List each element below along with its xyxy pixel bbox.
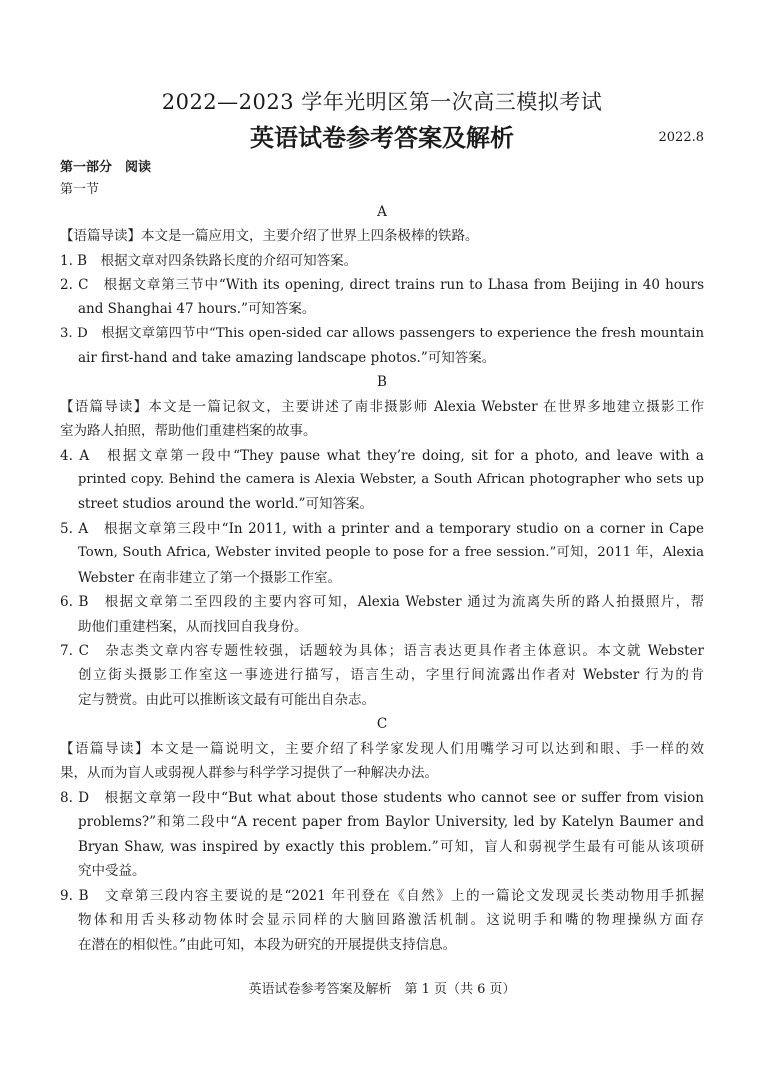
answer-4-line-2: printed copy. Behind the camera is Alexia Webster, a South African photographer who sets up	[78, 472, 704, 487]
passage-b-label: B	[377, 374, 387, 390]
passage-c-intro-line-1: 【语篇导读】本文是一篇说明文，主要介绍了科学家发现人们用嘴学习可以达到和眼、手一样的效	[60, 741, 704, 757]
part-heading: 第一部分 阅读	[60, 160, 152, 175]
passage-c-label: C	[376, 716, 388, 732]
passage-c-intro-line-2: 果，从而为盲人或弱视人群参与科学学习提供了一种解决办法。	[60, 765, 438, 781]
passage-a-intro: 【语篇导读】本文是一篇应用文，主要介绍了世界上四条极棒的铁路。	[60, 228, 479, 244]
passage-b-intro-line-2: 室为路人拍照，帮助他们重建档案的故事。	[60, 423, 317, 439]
answer-5-line-2: Town, South Africa, Webster invited people to pose for a free session.”可知，2011 年，Alexia	[78, 545, 704, 560]
page-footer: 英语试卷参考答案及解析 第 1 页（共 6 页）	[248, 982, 516, 997]
answer-3-line-2: air first-hand and take amazing landscape photos.”可知答案。	[78, 350, 496, 366]
passage-a-label: A	[377, 204, 387, 220]
answer-9-line-1: 9. B 文章第三段内容主要说的是“2021 年刊登在《自然》上的一篇论文发现灵长类动物用手抓握	[60, 888, 704, 904]
answer-4-line-1: 4. A 根据文章第一段中“They pause what they’re doing, sit for a photo, and leave with a	[60, 448, 704, 464]
passage-b-intro-line-1: 【语篇导读】本文是一篇记叙文，主要讲述了南非摄影师 Alexia Webster 在世界多地建立摄影工作	[60, 399, 704, 415]
answer-5-line-3: Webster 在南非建立了第一个摄影工作室。	[78, 570, 341, 586]
document-date: 2022.8	[658, 130, 704, 145]
answer-8-line-2: problems?”和第二段中“A recent paper from Baylor University, led by Katelyn Baumer and	[78, 814, 704, 830]
answer-7-line-1: 7. C 杂志类文章内容专题性较强，话题较为具体；语言表达更具作者主体意识。本文就 Webster	[60, 643, 704, 659]
answer-8-line-3: Bryan Shaw, was inspired by exactly this problem.”可知，盲人和弱视学生最有可能从该项研	[78, 839, 704, 855]
answer-6-line-1: 6. B 根据文章第二至四段的主要内容可知，Alexia Webster 通过为流离失所的路人拍摄照片，帮	[60, 594, 704, 610]
exam-title: 2022—2023 学年光明区第一次高三模拟考试	[161, 90, 603, 114]
answer-7-line-2: 创立街头摄影工作室这一事迹进行描写，语言生动，字里行间流露出作者对 Webster 行为的肯	[78, 667, 704, 683]
answer-6-line-2: 助他们重建档案，从而找回自我身份。	[78, 619, 308, 635]
answer-2-line-1: 2. C 根据文章第三节中“With its opening, direct trains run to Lhasa from Beijing in 40 hours	[60, 277, 704, 293]
answer-4-line-3: street studios around the world.”可知答案。	[78, 496, 373, 512]
answer-1: 1. B 根据文章对四条铁路长度的介绍可知答案。	[60, 253, 358, 269]
subsection-heading: 第一节	[60, 182, 100, 197]
answer-8-line-1: 8. D 根据文章第一段中“But what about those students who cannot see or suffer from vision	[60, 790, 704, 806]
answer-7-line-3: 定与赞赏。由此可以推断该文最有可能出自杂志。	[78, 692, 375, 708]
answer-2-line-2: and Shanghai 47 hours.”可知答案。	[78, 301, 316, 317]
document-title: 英语试卷参考答案及解析	[250, 123, 514, 152]
answer-5-line-1: 5. A 根据文章第三段中“In 2011, with a printer and a temporary studio on a corner in Cape	[60, 521, 704, 537]
answer-8-line-4: 究中受益。	[78, 863, 146, 879]
answer-3-line-1: 3. D 根据文章第四节中“This open-sided car allows passengers to experience the fresh mountain	[60, 326, 704, 341]
answer-9-line-3: 在潜在的相似性。”由此可知，本段为研究的开展提供支持信息。	[78, 937, 457, 953]
answer-9-line-2: 物体和用舌头移动物体时会显示同样的大脑回路激活机制。这说明手和嘴的物理操纵方面存	[78, 912, 704, 928]
